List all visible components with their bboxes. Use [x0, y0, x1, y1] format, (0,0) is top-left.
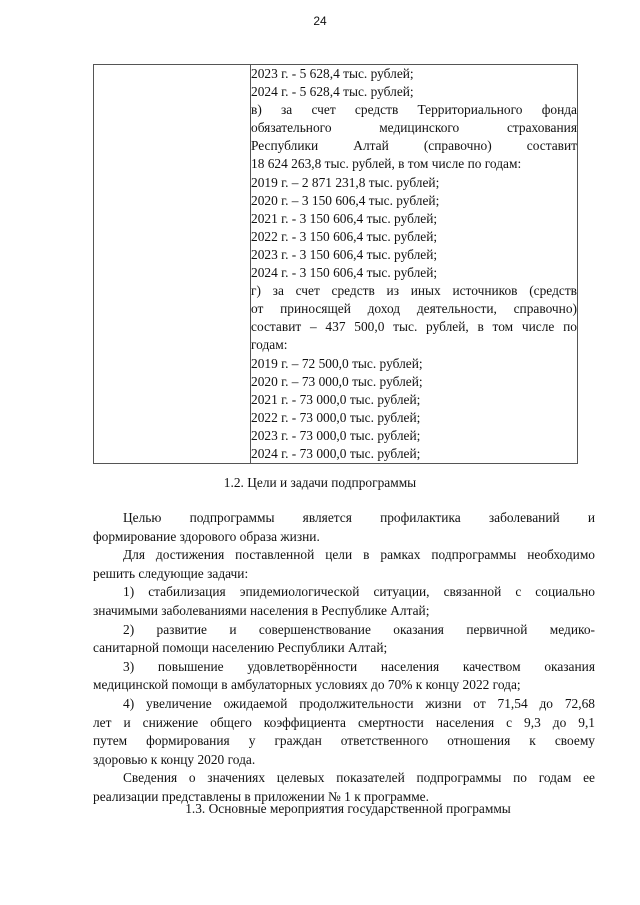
paragraph-line: здоровью к концу 2020 года.	[93, 751, 256, 767]
funding-line: г) за счет средств из иных источников (средств	[251, 283, 577, 299]
paragraph-line: формирование здорового образа жизни.	[93, 528, 320, 544]
table-cell-label	[94, 65, 251, 464]
paragraph-line: Сведения о значениях целевых показателей подпрограммы по годам ее	[123, 770, 595, 786]
paragraph-line: медицинской помощи в амбулаторных условиях до 70% к концу 2022 года;	[93, 677, 521, 693]
paragraph-line: 1) стабилизация эпидемиологической ситуации, связанной с социально	[123, 584, 595, 600]
paragraph-line: Для достижения поставленной цели в рамках подпрограммы необходимо	[123, 547, 595, 563]
funding-line: 2020 г. – 73 000,0 тыс. рублей;	[251, 373, 423, 389]
paragraph-line: 3) повышение удовлетворённости населения качеством оказания	[123, 658, 595, 674]
page-number: 24	[313, 14, 327, 28]
section-goals-body	[93, 509, 595, 807]
funding-line: 2024 г. - 73 000,0 тыс. рублей;	[251, 445, 421, 461]
funding-line: 2023 г. - 5 628,4 тыс. рублей;	[251, 66, 414, 81]
paragraph-line: Целью подпрограммы является профилактика заболеваний и	[123, 510, 595, 525]
funding-line: Республики Алтай (справочно) составит	[251, 138, 577, 154]
funding-line: 2021 г. - 3 150 606,4 тыс. рублей;	[251, 210, 438, 226]
paragraph-line: лет и снижение общего коэффициента смертности населения с 9,3 до 9,1	[93, 714, 595, 730]
funding-line: обязательного медицинского страхования	[251, 120, 577, 136]
funding-line: 2022 г. - 73 000,0 тыс. рублей;	[251, 409, 421, 425]
funding-line: 18 624 263,8 тыс. рублей, в том числе по годам:	[251, 156, 522, 172]
funding-line: 2020 г. – 3 150 606,4 тыс. рублей;	[251, 192, 440, 208]
section-heading-activities: 1.3. Основные мероприятия государственной программы	[185, 801, 511, 816]
paragraph-line: 4) увеличение ожидаемой продолжительности жизни от 71,54 до 72,68	[123, 695, 595, 711]
funding-line: 2024 г. - 3 150 606,4 тыс. рублей;	[251, 265, 438, 281]
paragraph-line: значимыми заболеваниями населения в Республике Алтай;	[93, 602, 430, 618]
table-row	[94, 65, 578, 464]
section-heading-goals: 1.2. Цели и задачи подпрограммы	[223, 475, 417, 490]
paragraph-line: 2) развитие и совершенствование оказания первичной медико-	[123, 621, 595, 637]
paragraph-line: решить следующие задачи:	[93, 565, 249, 581]
paragraph-line: реализации представлены в приложении № 1 к программе.	[93, 788, 429, 804]
program-funding-table	[93, 64, 578, 464]
funding-line: от приносящей доход деятельности, справочно)	[251, 301, 577, 317]
funding-line: составит – 437 500,0 тыс. рублей, в том числе по	[251, 319, 577, 335]
funding-line: в) за счет средств Территориального фонда	[251, 102, 577, 118]
funding-line: 2022 г. - 3 150 606,4 тыс. рублей;	[251, 228, 438, 244]
table-cell-funding	[251, 65, 578, 464]
funding-line: 2019 г. – 72 500,0 тыс. рублей;	[251, 355, 423, 371]
paragraph-line: путем формирования у граждан ответственного отношения к своему	[93, 733, 595, 749]
funding-line: 2023 г. - 3 150 606,4 тыс. рублей;	[251, 246, 438, 262]
funding-line: 2023 г. - 73 000,0 тыс. рублей;	[251, 427, 421, 443]
paragraph-line: санитарной помощи населению Республики Алтай;	[93, 640, 388, 656]
funding-line: 2019 г. – 2 871 231,8 тыс. рублей;	[251, 174, 440, 190]
funding-line: годам:	[251, 337, 288, 353]
funding-line: 2024 г. - 5 628,4 тыс. рублей;	[251, 84, 414, 100]
funding-line: 2021 г. - 73 000,0 тыс. рублей;	[251, 391, 421, 407]
